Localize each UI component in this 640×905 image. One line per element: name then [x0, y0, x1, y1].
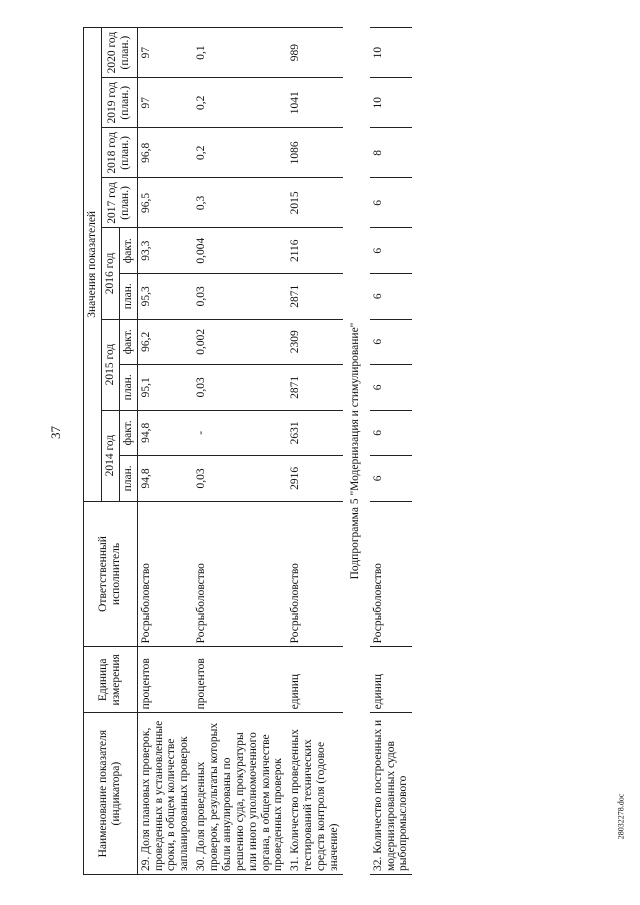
col-header-fact: факт. [119, 319, 137, 365]
value-cell: 0,1 [193, 28, 287, 78]
col-header-2020: 2020 год (план.) [101, 28, 137, 78]
value-cell: 6 [370, 410, 413, 456]
indicator-name: 31. Количество проведенных тестирований технических средств контроля (годовое значение) [287, 713, 343, 875]
value-cell: 10 [370, 78, 413, 128]
indicator-executor: Росрыболовство [287, 501, 343, 647]
subprogram-row [343, 28, 370, 875]
col-header-fact: факт. [119, 410, 137, 456]
value-cell: 6 [370, 365, 413, 411]
value-cell: - [193, 410, 287, 456]
indicator-executor: Росрыболовство [193, 501, 287, 647]
value-cell: 0,002 [193, 319, 287, 365]
col-header-2018: 2018 год (план.) [101, 128, 137, 178]
value-cell: 94,8 [137, 456, 193, 502]
value-cell: 96,5 [137, 178, 193, 228]
value-cell: 97 [137, 28, 193, 78]
value-cell: 989 [287, 28, 343, 78]
value-cell: 6 [370, 456, 413, 502]
value-cell: 95,1 [137, 365, 193, 411]
subprogram-title: Подпрограмма 5 "Модернизация и стимулирование" [348, 322, 361, 580]
value-cell: 2871 [287, 365, 343, 411]
value-cell: 97 [137, 78, 193, 128]
value-cell: 6 [370, 273, 413, 319]
value-cell: 8 [370, 128, 413, 178]
page-number: 37 [48, 426, 63, 439]
indicator-name: 30. Доля проведенных проверок, результаты которых были аннулированы по решению суда, прокуратуры или иного уполномоченного органа, в общем количестве проведенных проверок [193, 713, 287, 875]
indicator-unit: процентов [193, 647, 287, 713]
value-cell: 0,03 [193, 365, 287, 411]
col-header-fact: факт. [119, 228, 137, 274]
value-cell: 0,2 [193, 128, 287, 178]
col-header-plan: план. [119, 273, 137, 319]
value-cell: 1086 [287, 128, 343, 178]
value-cell: 1041 [287, 78, 343, 128]
col-header-2016: 2016 год [101, 228, 119, 319]
col-header-plan: план. [119, 365, 137, 411]
value-cell: 2631 [287, 410, 343, 456]
indicator-name: 29. Доля плановых проверок, проведенных в установленные сроки, в общем количестве запланированных проверок [137, 713, 193, 875]
value-cell: 0,2 [193, 78, 287, 128]
indicator-executor: Росрыболовство [370, 501, 413, 647]
value-cell: 96,2 [137, 319, 193, 365]
value-cell: 2116 [287, 228, 343, 274]
indicator-name: 32. Количество построенных и модернизированных судов рыбопромыслового [370, 713, 413, 875]
col-header-plan: план. [119, 456, 137, 502]
value-cell: 96,8 [137, 128, 193, 178]
table-row [287, 28, 343, 875]
table-row [370, 28, 413, 875]
indicator-executor: Росрыболовство [137, 501, 193, 647]
value-cell: 2309 [287, 319, 343, 365]
indicators-table [83, 27, 412, 875]
rotated-table-container [83, 27, 626, 875]
value-cell: 95,3 [137, 273, 193, 319]
value-cell: 6 [370, 228, 413, 274]
value-cell: 94,8 [137, 410, 193, 456]
col-header-name: Наименование показателя (индикатора) [84, 713, 138, 875]
value-cell: 10 [370, 28, 413, 78]
col-header-executor: Ответственный исполнитель [84, 501, 138, 647]
col-header-unit: Единица измерения [84, 647, 138, 713]
col-header-2015: 2015 год [101, 319, 119, 410]
table-row [137, 28, 193, 875]
table-row [193, 28, 287, 875]
value-cell: 6 [370, 178, 413, 228]
value-cell: 2916 [287, 456, 343, 502]
indicator-unit: единиц [287, 647, 343, 713]
value-cell: 0,004 [193, 228, 287, 274]
value-cell: 0,3 [193, 178, 287, 228]
indicator-unit: единиц [370, 647, 413, 713]
document-code: 28032278.doc [616, 793, 626, 840]
value-cell: 0,03 [193, 273, 287, 319]
col-header-values: Значения показателей [84, 28, 102, 502]
value-cell: 2871 [287, 273, 343, 319]
value-cell: 93,3 [137, 228, 193, 274]
indicator-unit: процентов [137, 647, 193, 713]
value-cell: 2015 [287, 178, 343, 228]
col-header-2017: 2017 год (план.) [101, 178, 137, 228]
value-cell: 6 [370, 319, 413, 365]
col-header-2014: 2014 год [101, 410, 119, 501]
col-header-2019: 2019 год (план.) [101, 78, 137, 128]
value-cell: 0,03 [193, 456, 287, 502]
